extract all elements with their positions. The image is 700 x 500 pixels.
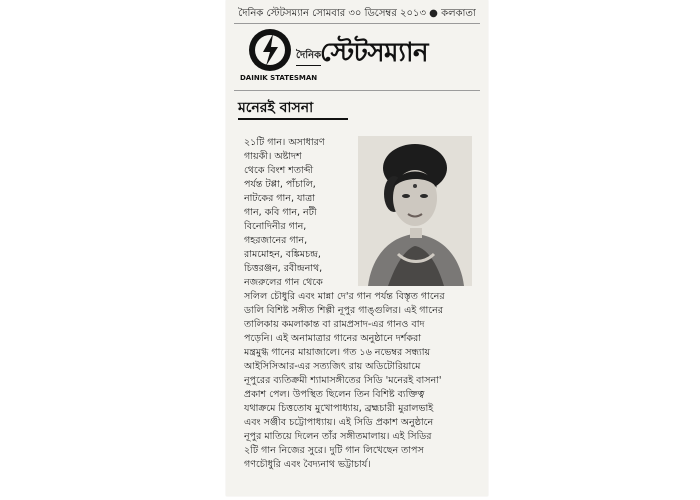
article-body-wide <box>244 290 474 472</box>
text-line: নূপুরের ব্যতিক্রমী শ্যামাসঙ্গীতের সিডি 'মনেরই বাসনা' <box>244 375 442 386</box>
article-headline: মনেরই বাসনা <box>238 100 314 116</box>
newspaper-clipping <box>226 0 488 496</box>
text-line: নূপুর মাতিয়ে দিলেন তাঁর সঙ্গীতমালায়। এই সিডির <box>244 431 432 442</box>
text-line: মন্ত্রমুগ্ধ গানের মায়াজালে। গত ১৬ নভেম্বর সন্ধ্যায় <box>244 347 431 358</box>
text-line: গণচৌধুরি এবং বৈদ্যনাথ ভট্টাচার্য। <box>244 459 371 470</box>
text-line: রামমোহন, বঙ্কিমচন্দ্র, <box>244 249 321 260</box>
text-line: পর্যন্ত টপ্পা, পাঁচালি, <box>244 179 316 190</box>
text-line: বিনোদিনীর গান, <box>244 221 307 232</box>
text-line: প্রকাশ পেল। উপস্থিত ছিলেন তিন বিশিষ্ট ব্যক্তিত্ব <box>244 389 425 400</box>
text-line: ২১টি গান। অসাধারণ <box>244 137 325 148</box>
text-line: গায়কী। অষ্টাদশ <box>244 151 302 162</box>
text-line: এবং সঞ্জীব চট্টোপাধ্যায়। এই সিডি প্রকাশ অনুষ্ঠানে <box>244 417 434 428</box>
text-line: সলিল চৌধুরি এবং মান্না দে'র গান পর্যন্ত বিস্তৃত গানের <box>244 291 445 302</box>
statesman-logo-icon <box>248 28 292 72</box>
text-line: নাটকের গান, যাত্রা <box>244 193 315 204</box>
logo-caption: DAINIK STATESMAN <box>240 74 318 82</box>
headline-underline <box>238 118 348 120</box>
text-line: গান, কবি গান, নটী <box>244 207 317 218</box>
text-line: পড়েনি। এই অনামাত্রার গানের অনুষ্ঠানে দর্শকরা <box>244 333 422 344</box>
article-body-narrow <box>244 136 352 290</box>
newspaper-name: স্টেটসম্যান <box>320 38 429 68</box>
masthead-divider <box>234 90 480 91</box>
singer-portrait <box>358 136 472 286</box>
text-line: থেকে বিংশ শতাব্দী <box>244 165 314 176</box>
text-line: ২টি গান নিজের সুরে। দুটি গান লিখেছেন তাপস <box>244 445 424 456</box>
portrait-photo-icon <box>358 136 472 286</box>
masthead-dainik: দৈনিক <box>296 48 321 66</box>
text-line: চিত্তরঞ্জন, রবীন্দ্রনাথ, <box>244 263 323 274</box>
text-line: গহরজানের গান, <box>244 235 308 246</box>
dateline: দৈনিক স্টেটসম্যান সোমবার ৩০ ডিসেম্বর ২০১৩ ● কলকাতা <box>234 7 480 24</box>
text-line: নজরুলের গান থেকে <box>244 277 323 288</box>
text-line: ডালি বিশিষ্ট সঙ্গীত শিল্পী নূপুর গাঙ্গুলির। এই গানের <box>244 305 443 316</box>
text-line: আইসিসিআর-এর সত্যজিৎ রায় অডিটোরিয়ামে <box>244 361 421 372</box>
text-line: যথাক্রমে চিত্ততোষ মুখোপাধ্যায়, ব্রহ্মচারী মুরালভাই <box>244 403 434 414</box>
text-line: তালিকায় কমলাকান্ত বা রামপ্রসাদ-এর গানও বাদ <box>244 319 425 330</box>
masthead <box>240 28 480 86</box>
